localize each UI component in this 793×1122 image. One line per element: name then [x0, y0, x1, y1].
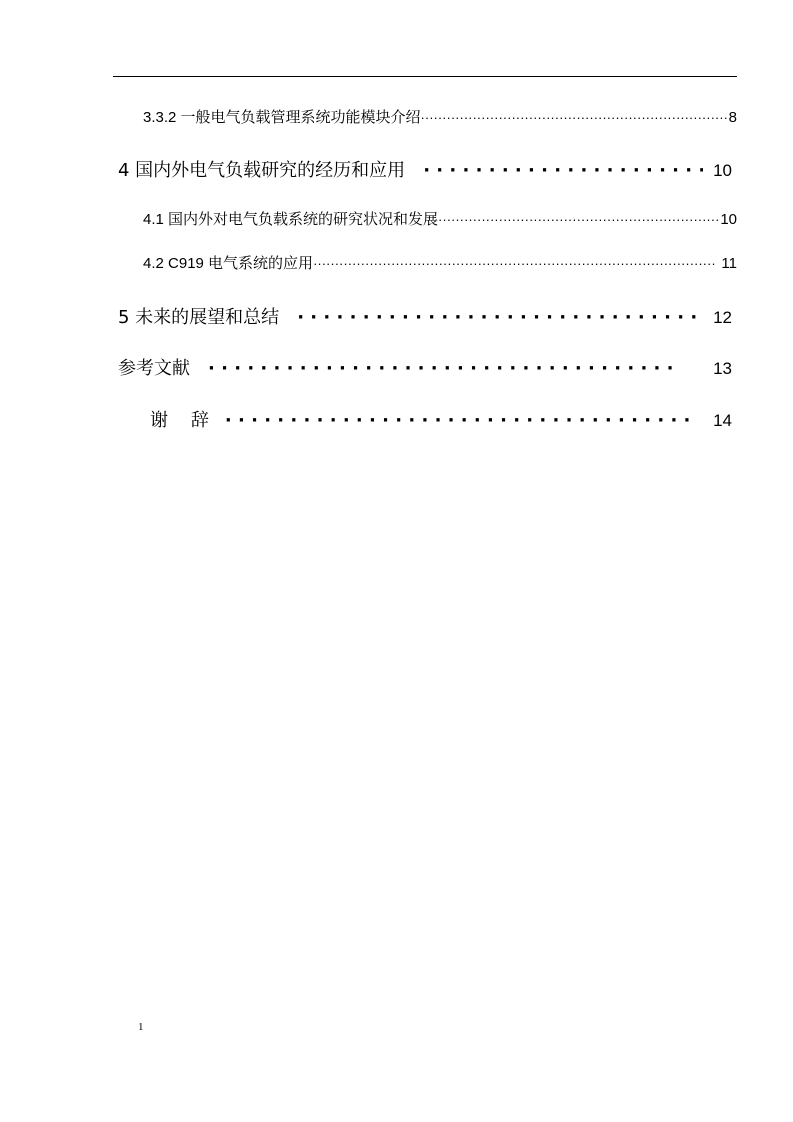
page-number: 1 [138, 1021, 144, 1033]
toc-entry-label: 参考文献 [118, 358, 190, 379]
toc-entry-page: 10 [713, 161, 732, 180]
toc-leader-dots [190, 358, 703, 379]
toc-entry-page: 14 [713, 411, 732, 430]
toc-entry-4[interactable] [118, 156, 732, 182]
toc-leader-dots [209, 410, 709, 431]
toc-entry-4-2[interactable] [143, 252, 737, 273]
toc-entry-label: 4.1 国内外对电气负载系统的研究状况和发展 [143, 211, 439, 228]
toc-entry-label: 3.3.2 一般电气负载管理系统功能模块介绍 [143, 109, 421, 126]
toc-entry-label: 4.2 C919 电气系统的应用 [143, 255, 314, 272]
toc-entry-page: 13 [713, 359, 732, 378]
toc-entry-label: 5 未来的展望和总结 [118, 307, 280, 328]
toc-entry-page: 11 [721, 255, 737, 272]
toc-leader-dots [405, 160, 703, 181]
toc-leader-dots [313, 256, 717, 271]
toc-leader-dots [438, 212, 720, 227]
toc-leader-dots [279, 307, 703, 328]
toc-entry-3-3-2[interactable] [143, 106, 737, 127]
header-rule [113, 76, 737, 77]
toc-entry-acknowledgements[interactable] [150, 406, 732, 432]
toc-entry-page: 10 [720, 211, 737, 228]
toc-entry-page: 12 [713, 308, 732, 327]
toc-leader-dots [421, 110, 729, 125]
toc-entry-label: 谢 辞 [150, 410, 209, 431]
toc-entry-references[interactable] [118, 354, 732, 380]
toc-entry-5[interactable] [118, 303, 732, 329]
toc-entry-4-1[interactable] [143, 208, 737, 229]
toc-entry-label: 4 国内外电气负载研究的经历和应用 [118, 160, 406, 181]
toc-entry-page: 8 [728, 109, 737, 126]
